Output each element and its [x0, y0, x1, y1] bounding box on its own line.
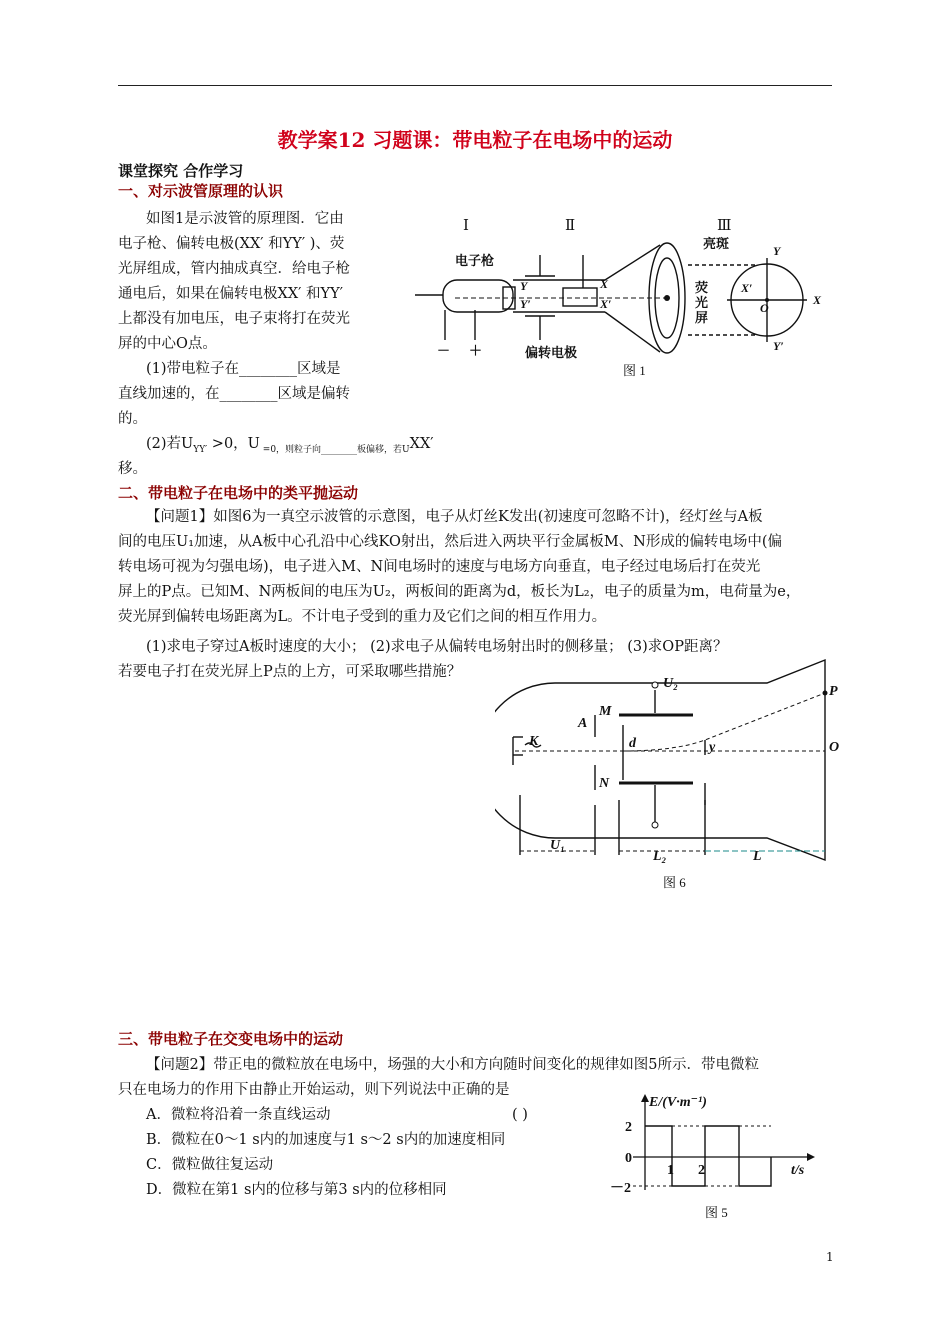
fig6-d: d: [629, 736, 636, 751]
p1-line: 间的电压U₁加速，从A板中心孔沿中心线KO射出，然后进入两块平行金属板M、N形成的偏转电场中(偏: [118, 534, 783, 550]
fig6-L: L: [753, 849, 762, 864]
fig1-O: O: [760, 301, 769, 315]
s1-line: 上都没有加电压，电子束将打在荧光: [118, 311, 350, 327]
fig1-plus: ＋: [469, 343, 483, 358]
fig1-X: X: [600, 277, 609, 291]
s1-q1-line: 的。: [118, 411, 147, 427]
fig6-N: N: [599, 776, 610, 791]
s1-line: 屏的中心O点。: [118, 336, 217, 352]
heading-3: 三、带电粒子在交变电场中的运动: [118, 1030, 344, 1048]
p1-line: 转电场可视为匀强电场)，电子进入M、N间电场时的速度与电场方向垂直，电子经过电场后打在荧光: [118, 559, 761, 575]
figure-1-oscilloscope-tube: [405, 210, 835, 385]
fig5-y-pos: 2: [625, 1120, 632, 1135]
s1-paragraph: [118, 207, 408, 432]
s1-q2-end: 移。: [118, 461, 147, 477]
spot-label: 亮斑: [703, 236, 730, 251]
section-label: 课堂探究 合作学习: [118, 162, 244, 180]
fig6-P: P: [829, 684, 838, 699]
page-title: 教学案12 习题课：带电粒子在电场中的运动: [277, 128, 673, 152]
fig5-caption: 图 5: [705, 1205, 728, 1220]
fig6-O: O: [829, 740, 840, 755]
fig1-Xp: X′: [600, 297, 612, 311]
screen-char: 荧: [695, 280, 709, 295]
p1-line: 【问题1】如图6为一真空示波管的示意图，电子从灯丝K发出(初速度可忽略不计)，经灯丝与A板: [146, 509, 763, 525]
fig1-minus: －: [437, 343, 451, 358]
s1-q1-line: 直线加速的，在________区域是偏转: [118, 386, 350, 402]
option-d: D．微粒在第1 s内的位移与第3 s内的位移相同: [146, 1182, 447, 1198]
fig6-L2: L₂: [653, 849, 667, 864]
options: [146, 1103, 505, 1203]
s1-line: 如图1是示波管的原理图．它由: [146, 211, 344, 227]
heading-1: 一、对示波管原理的认识: [118, 182, 284, 200]
s1-q1-line: (1)带电粒子在________区域是: [146, 361, 341, 377]
heading-2: 二、带电粒子在电场中的类平抛运动: [118, 484, 359, 502]
p2-line: 【问题2】带正电的微粒放在电场中，场强的大小和方向随时间变化的规律如图5所示．带电微粒: [146, 1057, 759, 1073]
fig6-A: A: [578, 716, 588, 731]
s1-q2-line: (2)若$U_{YY'} >0$，U $_{=0,则粒子向\_\_\_\_\_\_\_\_板偏移,若U}$XX′: [146, 436, 434, 455]
fig1-Xp-right: X′: [741, 281, 753, 295]
p1-line: 屏上的P点。已知M、N两板间的电压为U₂，两板间的距离为d，板长为L₂，电子的质量为m，电荷量为e，: [118, 584, 801, 600]
s1-line: 通电后，如果在偏转电极XX′ 和YY′: [118, 286, 343, 302]
p1-question: 若要电子打在荧光屏上P点的上方，可采取哪些措施？: [118, 664, 462, 680]
fig5-x2: 2: [698, 1163, 705, 1178]
fig1-Y-top: Y: [773, 244, 781, 258]
fig5-y-zero: 0: [625, 1151, 632, 1166]
figure-6-vacuum-tube: [495, 655, 840, 895]
fig5-ylabel: E/(V·m⁻¹): [649, 1095, 707, 1110]
header-rule: [118, 85, 832, 86]
page-number: 1: [826, 1250, 834, 1264]
roman-2: Ⅱ: [565, 218, 576, 234]
fig5-x1: 1: [667, 1163, 674, 1178]
option-b: B．微粒在0～1 s内的加速度与1 s～2 s内的加速度相同: [146, 1132, 506, 1148]
fig6-K: K: [529, 734, 539, 749]
screen-char: 光: [695, 295, 709, 310]
answer-blank: ( ): [512, 1107, 528, 1123]
p1-question: (1)求电子穿过A板时速度的大小； (2)求电子从偏转电场射出时的侧移量； (3)求OP距离？: [146, 639, 728, 655]
fig1-caption: 图 1: [623, 363, 646, 378]
roman-1: Ⅰ: [463, 218, 469, 234]
fig5-y-neg: －2: [610, 1181, 631, 1196]
s1-line: 光屏组成，管内抽成真空．给电子枪: [118, 261, 350, 277]
fig6-M: M: [599, 704, 612, 719]
fig6-caption: 图 6: [663, 875, 686, 890]
roman-3: Ⅲ: [717, 218, 732, 234]
deflect-label: 偏转电极: [525, 345, 578, 360]
fig6-U2: U₂: [663, 676, 678, 691]
screen-char: 屏: [695, 310, 709, 325]
fig1-Yp-bottom: Y′: [773, 339, 784, 353]
gun-label: 电子枪: [455, 253, 495, 268]
fig1-X-right: X: [813, 293, 822, 307]
option-a: A．微粒将沿着一条直线运动: [146, 1107, 331, 1123]
fig1-Yp: Y′: [520, 297, 531, 311]
option-c: C．微粒做往复运动: [146, 1157, 274, 1173]
fig6-U1: U₁: [550, 838, 565, 853]
s1-line: 电子枪、偏转电极(XX′ 和YY′ )、荧: [118, 236, 345, 252]
p1-line: 荧光屏到偏转电场距离为L。不计电子受到的重力及它们之间的相互作用力。: [118, 609, 607, 625]
figure-5-field-graph: [605, 1090, 835, 1225]
fig1-Y: Y: [520, 279, 528, 293]
p2-line: 只在电场力的作用下由静止开始运动，则下列说法中正确的是: [118, 1082, 510, 1098]
fig5-xlabel: t/s: [791, 1163, 805, 1178]
fig6-y: y: [709, 740, 716, 755]
